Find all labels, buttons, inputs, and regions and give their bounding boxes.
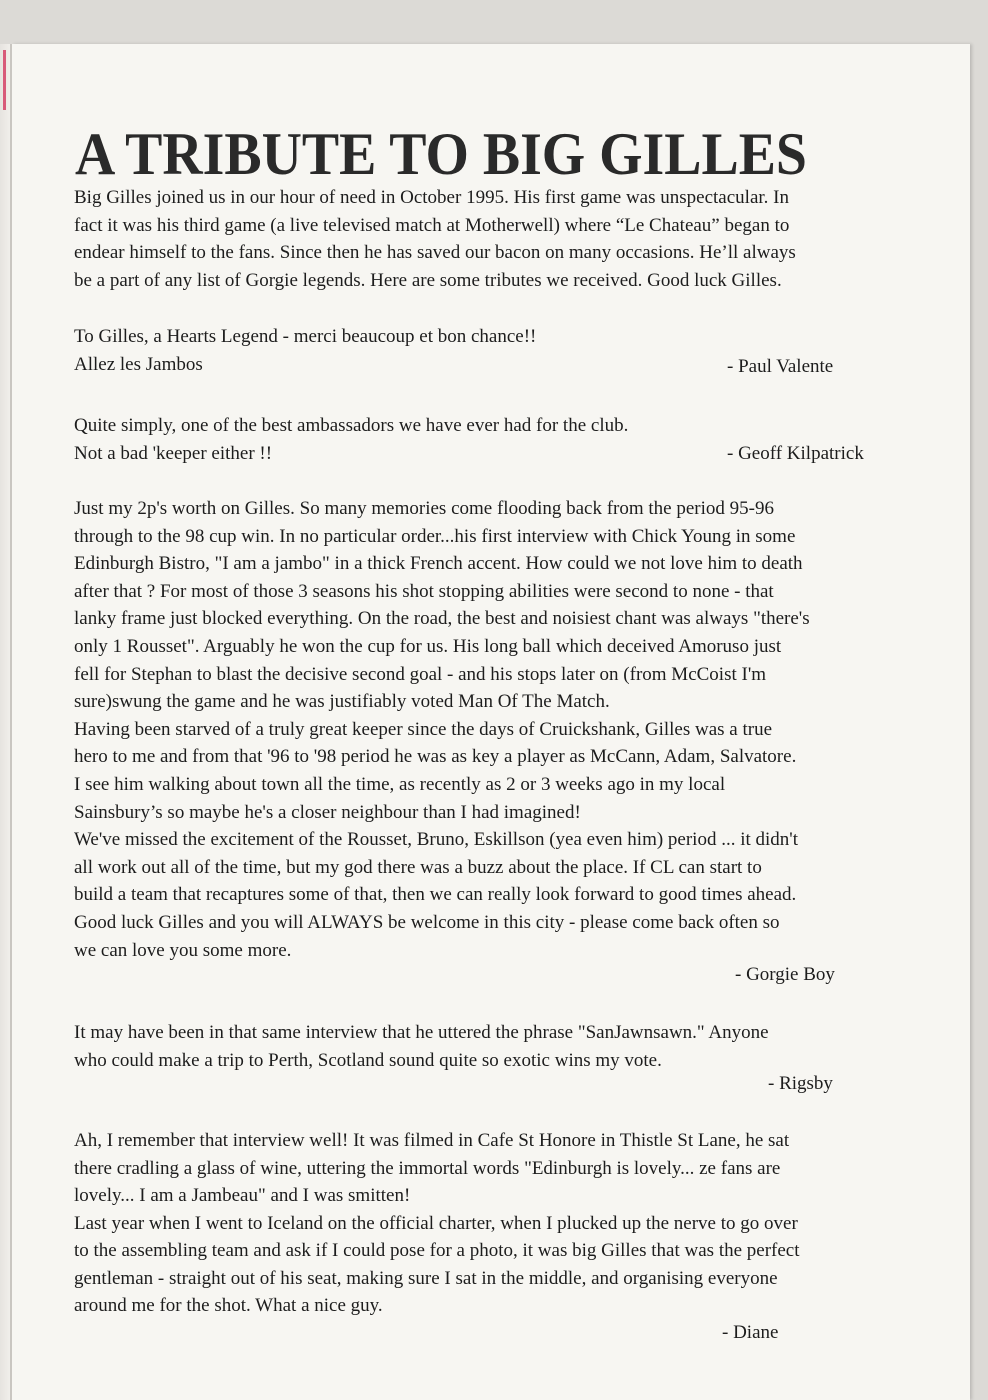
tribute-line: Quite simply, one of the best ambassadors we have ever had for the club. [74,415,629,436]
tribute-line: sure)swung the game and he was justifiably voted Man Of The Match. [74,691,610,713]
tribute-line: who could make a trip to Perth, Scotland sound quite so exotic wins my vote. [74,1049,662,1071]
intro-line: Big Gilles joined us in our hour of need in October 1995. His first game was unspectacular. In [74,187,789,208]
tribute-line: we can love you some more. [74,939,292,961]
signature-diane: - Diane [722,1322,779,1343]
tribute-line: after that ? For most of those 3 seasons his shot stopping abilities were second to none - that [74,580,774,602]
tribute-line: all work out all of the time, but my god there was a buzz about the place. If CL can start to [74,856,762,878]
tribute-line: To Gilles, a Hearts Legend - merci beaucoup et bon chance!! [74,326,537,347]
intro-line: fact it was his third game (a live televised match at Motherwell) where “Le Chateau” began to [74,214,790,236]
tribute-line: build a team that recaptures some of that, then we can really look forward to good times ahead. [74,884,797,906]
tribute-line: around me for the shot. What a nice guy. [74,1295,383,1316]
signature-rigsby: - Rigsby [768,1073,833,1094]
cover-edge [3,50,6,110]
signature-paul-valente: - Paul Valente [727,356,834,377]
signature-geoff-kilpatrick: - Geoff Kilpatrick [727,443,864,464]
tribute-line: Just my 2p's worth on Gilles. So many memories come flooding back from the period 95-96 [74,498,774,519]
tribute-diane [74,1127,936,1320]
page-edge [0,44,12,1400]
tribute-line: Ah, I remember that interview well! It was filmed in Cafe St Honore in Thistle St Lane, he sat [74,1130,790,1151]
tribute-line: to the assembling team and ask if I could pose for a photo, it was big Gilles that was the perfect [74,1240,800,1261]
tribute-line: Good luck Gilles and you will ALWAYS be welcome in this city - please come back often so [74,911,780,933]
tribute-line: Having been starved of a truly great keeper since the days of Cruickshank, Gilles was a true [74,718,773,740]
intro-line: be a part of any list of Gorgie legends. Here are some tributes we received. Good luck Gilles. [74,269,782,291]
tribute-line: hero to me and from that '96 to '98 period he was as key a player as McCann, Adam, Salvatore. [74,746,797,768]
tribute-line: fell for Stephan to blast the decisive second goal - and his stops later on (from McCoist I'm [74,663,767,685]
tribute-rigsby [74,1019,936,1074]
tribute-line: there cradling a glass of wine, uttering the immortal words "Edinburgh is lovely... ze fans are [74,1157,781,1179]
tribute-line: Allez les Jambos [74,353,203,375]
intro-line: endear himself to the fans. Since then he has saved our bacon on many occasions. He’ll always [74,242,796,263]
page-title: A TRIBUTE TO BIG GILLES [75,121,807,187]
tribute-line: Sainsbury’s so maybe he's a closer neighbour than I had imagined! [74,801,581,823]
tribute-line: lanky frame just blocked everything. On the road, the best and noisiest chant was always "there's [74,608,810,630]
tribute-line: lovely... I am a Jambeau" and I was smitten! [74,1185,411,1206]
tribute-line: Not a bad 'keeper either !! [74,442,273,464]
tribute-line: Edinburgh Bistro, "I am a jambo" in a thick French accent. How could we not love him to death [74,553,803,575]
tribute-line: through to the 98 cup win. In no particular order...his first interview with Chick Young in some [74,525,796,547]
tribute-line: gentleman - straight out of his seat, making sure I sat in the middle, and organising everyone [74,1267,778,1289]
tribute-line: I see him walking about town all the time, as recently as 2 or 3 weeks ago in my local [74,773,726,795]
tribute-line: only 1 Rousset". Arguably he won the cup for us. His long ball which deceived Amoruso just [74,635,782,657]
signature-gorgie-boy: - Gorgie Boy [735,964,835,985]
intro-paragraph [74,184,936,294]
tribute-gorgie-boy [74,495,936,964]
tribute-line: We've missed the excitement of the Rousset, Bruno, Eskillson (yea even him) period ... it didn't [74,829,799,851]
tribute-line: It may have been in that same interview that he uttered the phrase "SanJawnsawn." Anyone [74,1022,769,1043]
tribute-line: Last year when I went to Iceland on the official charter, when I plucked up the nerve to go over [74,1212,798,1234]
